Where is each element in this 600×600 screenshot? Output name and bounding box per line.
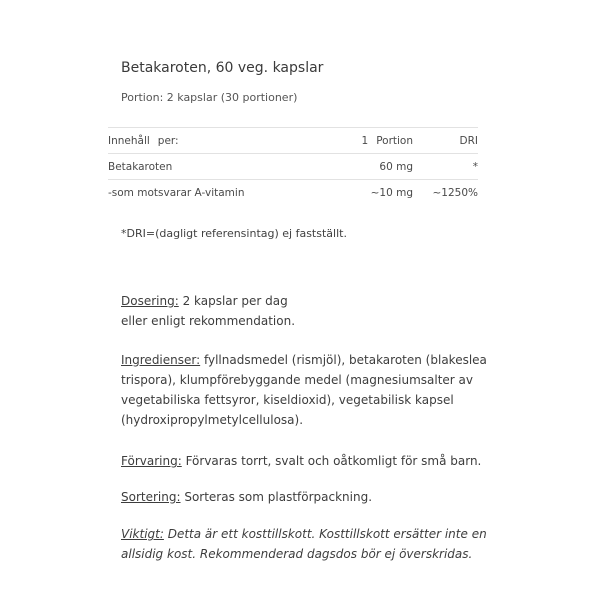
sorting-section [121,487,501,507]
row-portion-value: ~10 mg [370,186,413,199]
sorting-label: Sortering: [121,490,181,504]
header-portion-label: Portion [376,134,413,147]
header-cell-content [108,128,328,154]
storage-text: Förvaras torrt, svalt och oåtkomligt för små barn. [181,454,482,468]
product-title: Betakaroten, 60 veg. kapslar [121,60,324,76]
important-label: Viktigt: [121,527,164,541]
ingredients-text: fyllnadsmedel (rismjöl), betakaroten (blakeslea trispora), klumpförebyggande medel (magnesiumsalter av vegetabiliska fettsyror, kiseldioxid), vegetabilisk kapsel (hydroxipropylmetylcellulosa). [121,353,487,427]
sorting-text: Sorteras som plastförpackning. [180,490,373,504]
table-header-row [108,128,478,154]
header-per-label: per: [157,134,179,147]
important-section [121,524,511,564]
header-content-label: Innehåll [108,134,150,147]
important-text: Detta är ett kosttillskott. Kosttillskott ersätter inte en allsidig kost. Rekommenderad dagsdos bör ej överskridas. [121,527,487,561]
nutrition-table [108,127,478,205]
row-dri-value: * [423,154,478,180]
header-cell-dri: DRI [423,128,478,154]
header-cell-portion [328,128,423,154]
dri-footnote: *DRI=(dagligt referensintag) ej fastställt. [121,227,347,240]
row-name: Betakaroten [108,154,328,180]
ingredients-label: Ingredienser: [121,353,201,367]
table-row [108,154,478,180]
dosage-label: Dosering: [121,294,179,308]
storage-section [121,451,501,471]
header-portion-count: 1 [361,134,369,147]
dosage-text: 2 kapslar per dag [178,294,288,308]
row-portion-value: 60 mg [328,154,423,180]
table-row [108,180,478,206]
dosage-text-line2: eller enligt rekommendation. [121,314,296,328]
row-dri-value: ~1250% [432,186,478,199]
ingredients-section [121,350,501,430]
dosage-section [121,291,501,331]
storage-label: Förvaring: [121,454,182,468]
portion-info: Portion: 2 kapslar (30 portioner) [121,91,298,104]
row-name: -som motsvarar A-vitamin [108,186,245,199]
